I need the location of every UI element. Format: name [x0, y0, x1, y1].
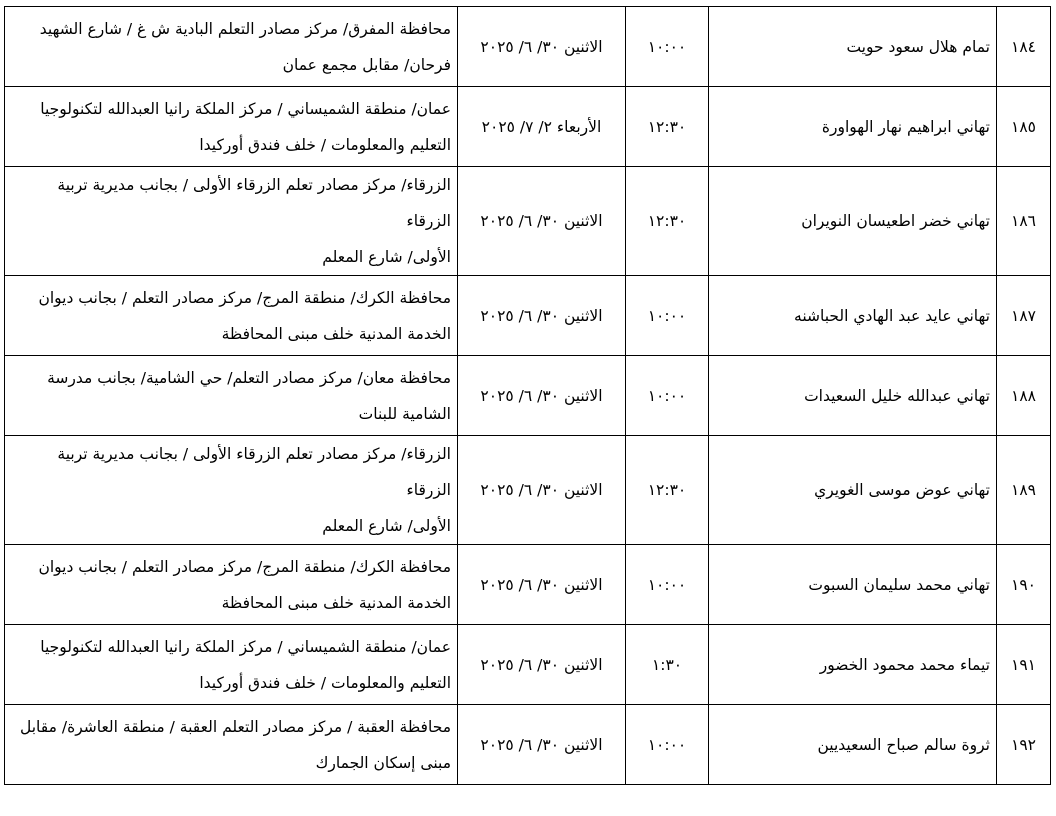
location-line-2: الشامية للبنات	[358, 404, 451, 423]
location-line-1: محافظة الكرك/ منطقة المرج/ مركز مصادر التعلم / بجانب ديوان	[38, 557, 451, 576]
exam-date: الاثنين ٣٠/ ٦/ ٢٠٢٥	[458, 356, 626, 436]
table-row	[5, 167, 1051, 276]
row-number: ١٨٧	[997, 276, 1051, 356]
exam-time: ١٢:٣٠	[626, 436, 709, 545]
exam-location	[5, 167, 458, 276]
exam-location	[5, 276, 458, 356]
exam-date: الاثنين ٣٠/ ٦/ ٢٠٢٥	[458, 276, 626, 356]
location-line-2: الأولى/ شارع المعلم	[322, 517, 451, 535]
row-number: ١٩٠	[997, 545, 1051, 625]
exam-date: الاثنين ٣٠/ ٦/ ٢٠٢٥	[458, 436, 626, 545]
exam-time: ١٢:٣٠	[626, 87, 709, 167]
exam-location	[5, 705, 458, 785]
row-number: ١٩٢	[997, 705, 1051, 785]
location-line-2: الخدمة المدنية خلف مبنى المحافظة	[221, 324, 451, 343]
row-number: ١٨٦	[997, 167, 1051, 276]
exam-date: الاثنين ٣٠/ ٦/ ٢٠٢٥	[458, 625, 626, 705]
exam-time: ١:٣٠	[626, 625, 709, 705]
candidate-name: تمام هلال سعود حويت	[709, 7, 997, 87]
table-row	[5, 625, 1051, 705]
exam-time: ١٠:٠٠	[626, 356, 709, 436]
row-number: ١٨٩	[997, 436, 1051, 545]
location-line-1: محافظة معان/ مركز مصادر التعلم/ حي الشامية/ بجانب مدرسة	[47, 368, 451, 387]
exam-location	[5, 545, 458, 625]
exam-time: ١٢:٣٠	[626, 167, 709, 276]
exam-date: الاثنين ٣٠/ ٦/ ٢٠٢٥	[458, 545, 626, 625]
location-line-1: الزرقاء/ مركز مصادر تعلم الزرقاء الأولى / بجانب مديرية تربية الزرقاء	[57, 445, 451, 499]
location-line-2: الخدمة المدنية خلف مبنى المحافظة	[221, 593, 451, 612]
exam-date: الاثنين ٣٠/ ٦/ ٢٠٢٥	[458, 7, 626, 87]
location-line-2: التعليم والمعلومات / خلف فندق أوركيدا	[199, 673, 451, 692]
candidate-name: تيماء محمد محمود الخضور	[709, 625, 997, 705]
location-line-2: فرحان/ مقابل مجمع عمان	[282, 55, 451, 74]
exam-schedule-table	[4, 6, 1051, 785]
candidate-name: تهاني خضر اطعيسان النويران	[709, 167, 997, 276]
exam-time: ١٠:٠٠	[626, 276, 709, 356]
location-line-2: التعليم والمعلومات / خلف فندق أوركيدا	[199, 135, 451, 154]
table-row	[5, 356, 1051, 436]
exam-location	[5, 625, 458, 705]
exam-location	[5, 7, 458, 87]
candidate-name: تهاني عايد عبد الهادي الحباشنه	[709, 276, 997, 356]
exam-date: الاثنين ٣٠/ ٦/ ٢٠٢٥	[458, 705, 626, 785]
candidate-name: ثروة سالم صباح السعيديين	[709, 705, 997, 785]
location-line-1: الزرقاء/ مركز مصادر تعلم الزرقاء الأولى / بجانب مديرية تربية الزرقاء	[57, 176, 451, 230]
location-line-2: الأولى/ شارع المعلم	[322, 248, 451, 266]
row-number: ١٨٥	[997, 87, 1051, 167]
table-row	[5, 436, 1051, 545]
candidate-name: تهاني عوض موسى الغويري	[709, 436, 997, 545]
location-line-1: محافظة الكرك/ منطقة المرج/ مركز مصادر التعلم / بجانب ديوان	[38, 288, 451, 307]
exam-location	[5, 436, 458, 545]
table-row	[5, 87, 1051, 167]
candidate-name: تهاني محمد سليمان السبوت	[709, 545, 997, 625]
exam-location	[5, 87, 458, 167]
table-row	[5, 705, 1051, 785]
schedule-body	[5, 7, 1051, 785]
row-number: ١٩١	[997, 625, 1051, 705]
location-line-1: عمان/ منطقة الشميساني / مركز الملكة رانيا العبدالله لتكنولوجيا	[40, 99, 451, 118]
location-line-1: محافظة المفرق/ مركز مصادر التعلم البادية ش غ / شارع الشهيد	[39, 19, 451, 38]
location-line-1: عمان/ منطقة الشميساني / مركز الملكة رانيا العبدالله لتكنولوجيا	[40, 637, 451, 656]
exam-date: الاثنين ٣٠/ ٦/ ٢٠٢٥	[458, 167, 626, 276]
location-line-1: محافظة العقبة / مركز مصادر التعلم العقبة / منطقة العاشرة/ مقابل	[20, 717, 451, 736]
candidate-name: تهاني ابراهيم نهار الهواورة	[709, 87, 997, 167]
exam-time: ١٠:٠٠	[626, 705, 709, 785]
exam-time: ١٠:٠٠	[626, 7, 709, 87]
table-row	[5, 545, 1051, 625]
row-number: ١٨٤	[997, 7, 1051, 87]
row-number: ١٨٨	[997, 356, 1051, 436]
location-line-2: مبنى إسكان الجمارك	[315, 753, 451, 772]
candidate-name: تهاني عبدالله خليل السعيدات	[709, 356, 997, 436]
exam-location	[5, 356, 458, 436]
exam-date: الأربعاء ٢/ ٧/ ٢٠٢٥	[458, 87, 626, 167]
table-row	[5, 7, 1051, 87]
table-row	[5, 276, 1051, 356]
exam-time: ١٠:٠٠	[626, 545, 709, 625]
